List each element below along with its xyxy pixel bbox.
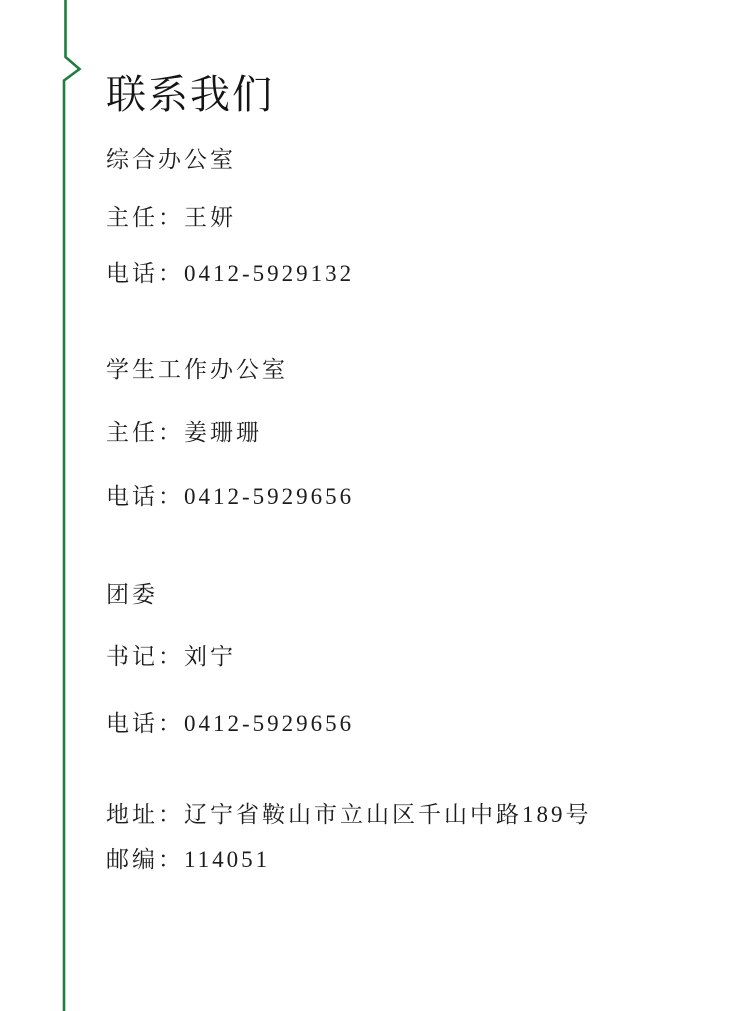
- contact-phone: 电话：0412-5929132: [106, 261, 355, 286]
- contact-person: 主任：姜珊珊: [106, 420, 262, 445]
- department-name: 团委: [106, 582, 158, 607]
- page-title: 联系我们: [106, 71, 274, 117]
- contact-person: 书记：刘宁: [106, 644, 236, 669]
- contact-phone: 电话：0412-5929656: [106, 711, 355, 736]
- department-name: 综合办公室: [106, 147, 236, 172]
- postal-code-line: 邮编：114051: [106, 847, 271, 872]
- contact-person: 主任：王妍: [106, 205, 236, 230]
- department-name: 学生工作办公室: [106, 357, 288, 382]
- address-line: 地址：辽宁省鞍山市立山区千山中路189号: [106, 802, 592, 827]
- contact-phone: 电话：0412-5929656: [106, 484, 355, 509]
- accent-line-decoration: [0, 0, 100, 1011]
